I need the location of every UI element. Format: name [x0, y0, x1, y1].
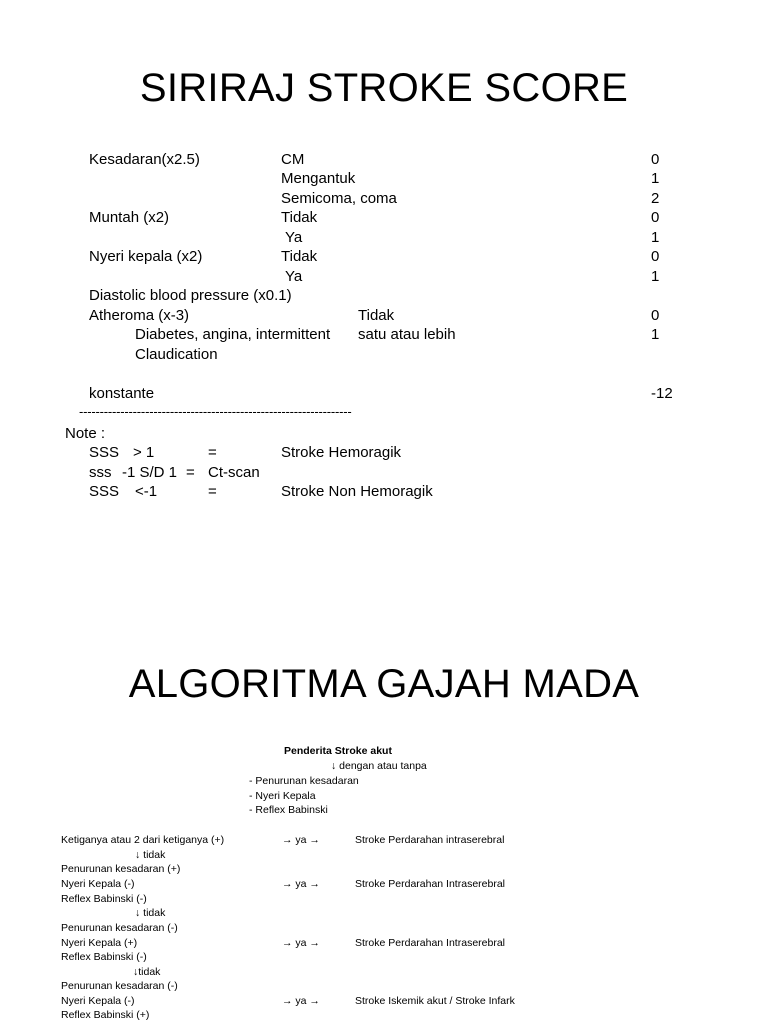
nyeri-option-tidak: Tidak	[281, 248, 318, 265]
tidak-arrow: ↓ tidak	[135, 849, 166, 861]
note-condition: > 1	[133, 444, 155, 461]
kesadaran-score-coma: 2	[651, 190, 660, 207]
atheroma-label: Atheroma (x-3)	[89, 307, 190, 324]
step4-line: Penurunan kesadaran (-)	[61, 980, 178, 992]
step3-line: Penurunan kesadaran (-)	[61, 922, 178, 934]
step3-line: Nyeri Kepala (+)	[61, 937, 138, 949]
step4-line: Nyeri Kepala (-)	[61, 995, 135, 1007]
step1-arrow: → ya →	[282, 834, 320, 846]
step1-condition: Ketiganya atau 2 dari ketiganya (+)	[61, 834, 225, 846]
step2-arrow: → ya →	[282, 878, 320, 890]
muntah-score-ya: 1	[651, 229, 660, 246]
step2-result: Stroke Perdarahan Intraserebral	[355, 878, 505, 890]
step3-result: Stroke Perdarahan Intraserebral	[355, 937, 505, 949]
note-condition: -1 S/D 1	[122, 464, 178, 481]
atheroma-sub-line2: Claudication	[135, 346, 218, 363]
note-code: SSS	[89, 444, 120, 461]
dashed-divider: ------------------------------------------------------------------	[79, 404, 352, 419]
note-result: Stroke Non Hemoragik	[281, 483, 433, 500]
atheroma-option-lebih: satu atau lebih	[358, 326, 456, 343]
konstante-label: konstante	[89, 385, 155, 402]
note-code: sss	[89, 464, 112, 481]
step3-arrow: → ya →	[282, 937, 320, 949]
muntah-option-tidak: Tidak	[281, 209, 318, 226]
flow-header: Penderita Stroke akut	[284, 745, 392, 757]
nyeri-score-ya: 1	[651, 268, 660, 285]
tidak-arrow: ↓ tidak	[135, 907, 166, 919]
criteria-item: - Penurunan kesadaran	[249, 775, 359, 787]
kesadaran-score-cm: 0	[651, 151, 660, 168]
tidak-arrow: ↓tidak	[133, 966, 161, 978]
step2-line: Penurunan kesadaran (+)	[61, 863, 181, 875]
note-equals: =	[208, 444, 217, 461]
kesadaran-option-cm: CM	[281, 151, 305, 168]
atheroma-option-tidak: Tidak	[358, 307, 395, 324]
note-label: Note :	[65, 425, 106, 442]
note-equals: =	[186, 464, 195, 481]
flow-header-arrow: ↓ dengan atau tanpa	[331, 760, 427, 772]
muntah-score-tidak: 0	[651, 209, 660, 226]
step2-line: Nyeri Kepala (-)	[61, 878, 135, 890]
gajah-mada-title: ALGORITMA GAJAH MADA	[128, 662, 640, 706]
diastolic-label: Diastolic blood pressure (x0.1)	[89, 287, 292, 304]
kesadaran-label: Kesadaran(x2.5)	[89, 151, 200, 168]
muntah-label: Muntah (x2)	[89, 209, 170, 226]
step1-result: Stroke Perdarahan intraserebral	[355, 834, 505, 846]
atheroma-score-tidak: 0	[651, 307, 660, 324]
note-result: Stroke Hemoragik	[281, 444, 402, 461]
step3-line: Reflex Babinski (-)	[61, 951, 147, 963]
note-equals: =	[208, 483, 217, 500]
note-condition: <-1	[135, 483, 158, 500]
siriraj-title: SIRIRAJ STROKE SCORE	[139, 66, 629, 110]
step4-arrow: → ya →	[282, 995, 320, 1007]
criteria-item: - Reflex Babinski	[249, 804, 328, 816]
nyeri-score-tidak: 0	[651, 248, 660, 265]
atheroma-sub-line1: Diabetes, angina, intermittent	[135, 326, 331, 343]
muntah-option-ya: Ya	[285, 229, 303, 246]
note-code: SSS	[89, 483, 120, 500]
nyeri-option-ya: Ya	[285, 268, 303, 285]
criteria-item: - Nyeri Kepala	[249, 790, 316, 802]
step4-line: Reflex Babinski (+)	[61, 1009, 150, 1021]
step4-result: Stroke Iskemik akut / Stroke Infark	[355, 995, 515, 1007]
kesadaran-option-coma: Semicoma, coma	[281, 190, 397, 207]
step2-line: Reflex Babinski (-)	[61, 893, 147, 905]
konstante-score: -12	[651, 385, 673, 402]
nyeri-kepala-label: Nyeri kepala (x2)	[89, 248, 203, 265]
kesadaran-option-mengantuk: Mengantuk	[281, 170, 356, 187]
atheroma-score-lebih: 1	[651, 326, 660, 343]
note-result: Ct-scan	[208, 464, 260, 481]
kesadaran-score-mengantuk: 1	[651, 170, 660, 187]
